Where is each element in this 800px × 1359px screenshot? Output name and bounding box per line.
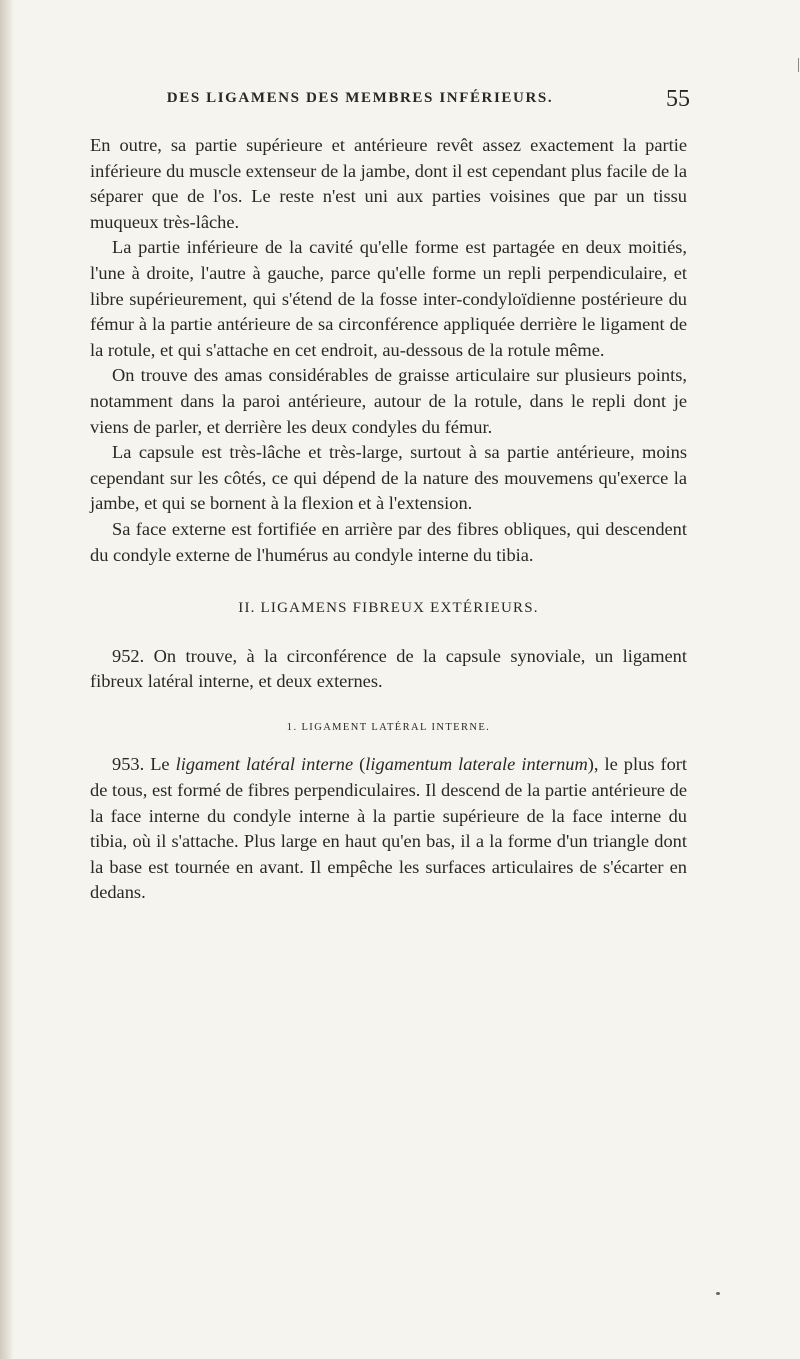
paragraph-953-paren: ( [353,754,366,775]
paragraph-5: Sa face externe est fortifiée en arrière par des fibres obliques, qui descendent du condyle externe de l'humérus au condyle interne du tibia. [90,518,687,565]
page-gutter-shadow [0,0,14,1359]
paragraph-3: On trouve des amas considérables de graisse articulaire sur plusieurs points, notamment dans la paroi antérieure, autour de la rotule, dans le repli dont je viens de parler, et derrière les deux condyles du fémur. [90,365,687,437]
term-italic: ligament latéral interne [175,754,354,775]
paragraph-953-rest: ), le plus fort de tous, est formé de fibres perpendiculaires. Il descend de la partie antérieure de la face interne du condyle interne à la partie supérieure de la face interne du tibia, où il s'attache. Plus large en haut qu'en bas, il a la forme d'un triangle dont la base est tournée en avant. Il empêche les surfaces articulaires de s'écarter en dedans. [90,754,687,903]
margin-mark [798,58,799,72]
running-title: DES LIGAMENS DES MEMBRES INFÉRIEURS. [166,90,554,106]
paragraph-1: En outre, sa partie supérieure et antérieure revêt assez exactement la partie inférieure du muscle extenseur de la jambe, dont il est cependant plus facile de la séparer que de l'os. Le reste n'est uni aux parties voisines que par un tissu muqueux très-lâche. [90,135,687,232]
page-number: 55 [666,86,690,112]
paragraph-953 [90,752,687,906]
paragraph-953-pre: Le [144,754,176,775]
paragraph-2: La partie inférieure de la cavité qu'elle forme est partagée en deux moitiés, l'une à droite, l'autre à gauche, parce qu'elle forme un repli perpendiculaire, et libre supérieurement, qui s'étend de la fosse inter-condyloïdienne postérieure du fémur à la partie antérieure de sa circonférence appliquée derrière le ligament de la rotule, et qui s'attache en cet endroit, au-dessous de la rotule même. [90,237,687,360]
ink-smudge [716,1292,720,1295]
paragraph-number: 953. [112,754,145,775]
body-text [90,133,687,906]
paragraph-952 [90,644,687,695]
sub-heading: 1. LIGAMENT LATÉRAL INTERNE. [286,721,491,733]
paragraph-4: La capsule est très-lâche et très-large, surtout à sa partie antérieure, moins cependant sur les côtés, ce qui dépend de la nature des mouvemens qu'exerce la jambe, et qui se bornent à la flexion et à l'extension. [90,442,687,514]
latin-term-italic: ligamentum laterale internum [365,754,588,775]
running-head [100,86,690,122]
paragraph-number: 952. [112,645,145,666]
paragraph-952-text: On trouve, à la circonférence de la capsule synoviale, un ligament fibreux latéral interne, et deux externes. [90,645,687,692]
section-heading: II. LIGAMENS FIBREUX EXTÉRIEURS. [238,600,539,617]
